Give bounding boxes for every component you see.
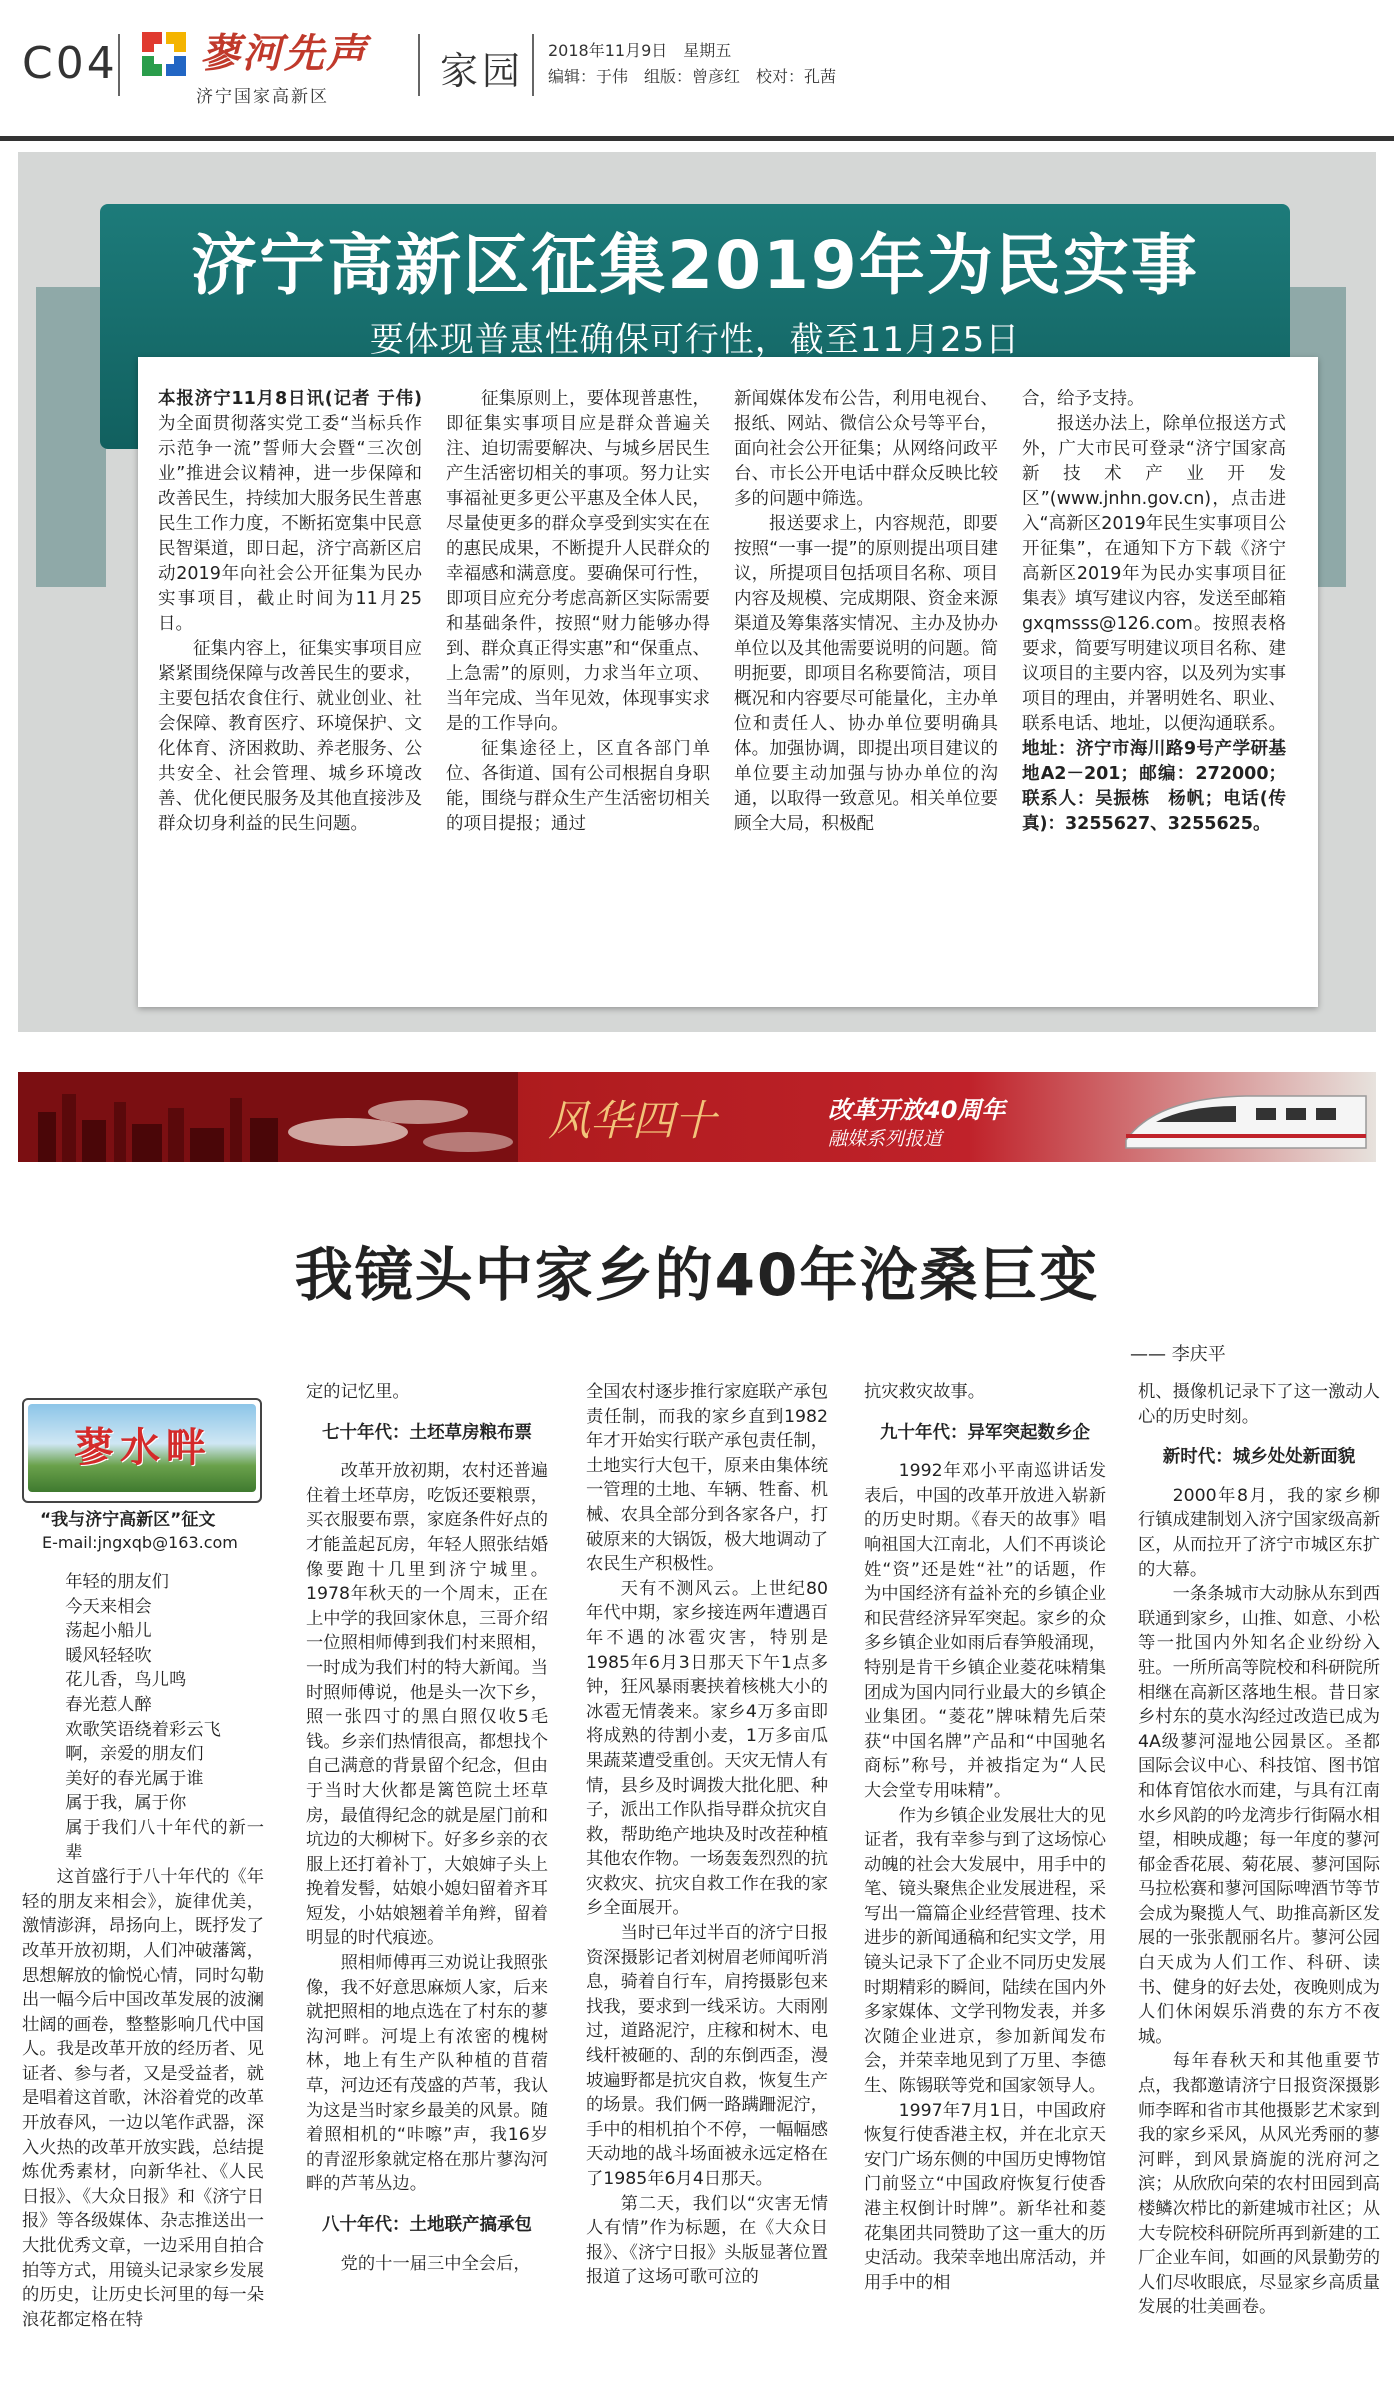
newspaper-logo-icon bbox=[140, 30, 188, 78]
page-number: C04 bbox=[22, 38, 118, 89]
paragraph: 1997年7月1日，中国政府恢复行使香港主权，并在北京天安门广场东侧的中国历史博物馆门前竖立“中国政府恢复行使香港主权倒计时牌”。新华社和菱花集团共同赞助了这一重大的历史活动。我荣幸地出席活动，并用手中的相 bbox=[864, 2100, 1106, 2293]
paragraph: 为全面贯彻落实党工委“当标兵作示范争一流”誓师大会暨“三次创业”推进会议精神，进一步保障和改善民生，持续加大服务民生普惠民生工作力度，不断拓宽集中民意民智渠道，即日起，济宁高新区启动2019年向社会公开征集为民办实事项目，截止时间为11月25日。 bbox=[158, 414, 422, 634]
series-banner bbox=[18, 1072, 1376, 1162]
paragraph: 当时已年过半百的济宁日报资深摄影记者刘树眉老师闻听消息，骑着自行车，肩挎摄影包来找我，要求到一线采访。大雨刚过，道路泥泞，庄稼和树木、电线杆被砸的、刮的东倒西歪，漫坡遍野都是抗灾自救，恢复生产的场景。我们俩一路蹒跚泥泞，手中的相机拍个不停，一幅幅感天动地的战斗场面被永远定格在了1985年6月4日那天。 bbox=[586, 1923, 828, 2189]
newspaper-subtitle: 济宁国家高新区 bbox=[196, 87, 329, 107]
article-column-4 bbox=[864, 1380, 1106, 2295]
paragraph: 报送要求上，内容规范，即要按照“一事一提”的原则提出项目建议，所提项目包括项目名称、项目内容及规模、完成期限、资金来源渠道及筹集落实情况、主办及协办单位以及其他需要说明的问题。简明扼要，即项目名称要简洁，项目概况和内容要尽可能量化，主办单位和责任人、协办单位要明确具体。加强协调，即提出项目建议的单位要主动加强与协办单位的沟通，以取得一致意见。相关单位要顾全大局，积极配 bbox=[734, 514, 998, 834]
poem-line: 花儿香，鸟儿鸣 bbox=[65, 1670, 187, 1691]
column-title: 蓼水畔 bbox=[74, 1424, 212, 1471]
paragraph: 2000年8月，我的家乡柳行镇成建制划入济宁国家级高新区，从而拉开了济宁市城区东扩的大幕。 bbox=[1138, 1485, 1380, 1580]
masthead bbox=[0, 0, 1394, 140]
poem-line: 暖风轻轻吹 bbox=[65, 1645, 152, 1666]
poem-line: 啊，亲爱的朋友们 bbox=[65, 1744, 204, 1765]
column-label: “我与济宁高新区”征文 bbox=[40, 1510, 216, 1530]
paragraph: 抗灾救灾故事。 bbox=[864, 1382, 985, 1402]
poem-line: 荡起小船儿 bbox=[65, 1621, 152, 1642]
article-byline: —— 李庆平 bbox=[1130, 1344, 1226, 1365]
masthead-divider bbox=[532, 34, 534, 96]
banner-line-1: 改革开放40周年 bbox=[828, 1096, 1006, 1124]
paragraph: 新闻媒体发布公告，利用电视台、报纸、网站、微信公众号等平台，面向社会公开征集；从网络问政平台、市长公开电话中群众反映比较多的问题中筛选。 bbox=[734, 389, 998, 509]
poem-line: 欢歌笑语绕着彩云飞 bbox=[65, 1719, 221, 1740]
article-headline: 我镜头中家乡的40年沧桑巨变 bbox=[294, 1241, 1100, 1309]
notice-subtitle: 要体现普惠性确保可行性，截至11月25日 bbox=[369, 320, 1021, 360]
article-column-3 bbox=[586, 1380, 828, 2290]
article-column-2 bbox=[306, 1380, 548, 2276]
poem-line: 年轻的朋友们 bbox=[65, 1572, 169, 1592]
notice-section bbox=[18, 152, 1376, 1032]
paragraph: 天有不测风云。上世纪80年代中期，家乡接连两年遭遇百年不遇的冰雹灾害，特别是1985年6月3日那天下午1点多钟，狂风暴雨裹挟着核桃大小的冰雹无情袭来。家乡4万多亩即将成熟的待割小麦，1万多亩瓜果蔬菜遭受重创。天灾无情人有情，县乡及时调拨大批化肥、种子，派出工作队指导群众抗灾自救，帮助绝产地块及时改茬种植其他农作物。一场轰轰烈烈的抗灾救灾、抗灾自救工作在我的家乡全面展开。 bbox=[586, 1578, 828, 1919]
subheading: 七十年代：土坯草房粮布票 bbox=[322, 1422, 532, 1443]
column-email: E-mail:jngxqb@163.com bbox=[42, 1533, 238, 1552]
banner-script-title: 风华四十 bbox=[548, 1096, 717, 1145]
paragraph: 机、摄像机记录下了这一激动人心的历史时刻。 bbox=[1138, 1382, 1380, 1427]
masthead-divider bbox=[418, 34, 420, 96]
paragraph: 这首盛行于八十年代的《年轻的朋友来相会》，旋律优美，激情澎湃，昂扬向上，既抒发了改革开放初期，人们冲破藩篱，思想解放的愉悦心情，同时勾勒出一幅今后中国改革发展的波澜壮阔的画卷，整整影响几代中国人。我是改革开放的经历者、见证者、参与者，又是受益者，就是唱着这首歌，沐浴着党的改革开放春风，一边以笔作武器，深入火热的改革开放实践，总结提炼优秀素材，向新华社、《人民日报》、《大众日报》和《济宁日报》等各级媒体、杂志推送出一大批优秀文章，一边采用自拍合拍等方式，用镜头记录家乡发展的历史，让历史长河里的每一朵浪花都定格在特 bbox=[22, 1867, 264, 2330]
paragraph: 合，给予支持。 bbox=[1022, 389, 1145, 409]
paragraph: 征集原则上，要体现普惠性，即征集实事项目应是群众普遍关注、迫切需要解决、与城乡居民生产生活密切相关的事项。努力让实事福祉更多更公平惠及全体人民，尽量使更多的群众享受到实实在在的惠民成果，不断提升人民群众的幸福感和满意度。要确保可行性，即项目应充分考虑高新区实际需要和基础条件，按照“财力能够办得到、群众真正得实惠”和“保重点、上急需”的原则，力求当年立项、当年完成、当年见效，体现事实求是的工作导向。 bbox=[446, 389, 710, 734]
paragraph: 征集内容上，征集实事项目应紧紧围绕保障与改善民生的要求，主要包括农食住行、就业创业、社会保障、教育医疗、环境保护、文化体育、济困救助、养老服务、公共安全、社会管理、城乡环境改善、优化便民服务及其他直接涉及群众切身利益的民生问题。 bbox=[158, 639, 422, 834]
dateline: 本报济宁11月8日讯(记者 于伟) bbox=[158, 389, 422, 409]
city-skyline-icon bbox=[18, 1072, 518, 1162]
poem bbox=[22, 1570, 264, 1865]
notice-column-1 bbox=[158, 387, 422, 837]
masthead-rule bbox=[0, 136, 1394, 141]
article-column-5 bbox=[1138, 1380, 1380, 2320]
paragraph: 改革开放初期，农村还普遍住着土坯草房，吃饭还要粮票，买衣服要布票，家庭条件好点的才能盖起瓦房，年轻人照张结婚像要跑十几里到济宁城里。1978年秋天的一个周末，正在上中学的我回家休息，三哥介绍一位照相师傅到我们村来照相，一时成为我们村的特大新闻。当时照师傅说，他是头一次下乡，照一张四寸的黑白照仅收5毛钱。乡亲们热情很高，都想找个自己满意的背景留个纪念，但由于当时大伙都是篱笆院土坯草房，最值得纪念的就是屋门前和坑边的大柳树下。好多乡亲的衣服上还打着补丁，大娘婶子头上挽着发髻，姑娘小媳妇留着齐耳短发，小姑娘翘着羊角辫，留着明显的时代痕迹。 bbox=[306, 1461, 548, 1949]
paragraph: 全国农村逐步推行家庭联产承包责任制，而我的家乡直到1982年才开始实行联产承包责任制，土地实行大包干，原来由集体统一管理的土地、车辆、牲畜、机械、农具全部分到各家各户，打破原来的大锅饭，极大地调动了农民生产积极性。 bbox=[586, 1382, 828, 1575]
paragraph: 作为乡镇企业发展壮大的见证者，我有幸参与到了这场惊心动魄的社会大发展中，用手中的笔、镜头聚焦企业发展进程，采写出一篇篇企业经营管理、技术进步的新闻通稿和纪实文学，用镜头记录下了企业不同历史发展时期精彩的瞬间，陆续在国内外多家媒体、文学刊物发表，并多次随企业进京，参加新闻发布会，并荣幸地见到了万里、李德生、陈锡联等党和国家领导人。 bbox=[864, 1805, 1106, 2097]
subheading: 八十年代：土地联产搞承包 bbox=[322, 2215, 532, 2235]
poem-line: 今天来相会 bbox=[65, 1596, 152, 1617]
subheading: 新时代：城乡处处新面貌 bbox=[1162, 1447, 1356, 1468]
column-logo bbox=[22, 1398, 262, 1503]
notice-column-2 bbox=[446, 387, 710, 837]
article-column-1 bbox=[22, 1570, 264, 2332]
editorial-credits: 编辑：于伟 组版：曾彦红 校对：孔茜 bbox=[548, 67, 837, 86]
ribbon-fold-left bbox=[36, 287, 106, 587]
notice-column-4 bbox=[1022, 387, 1286, 837]
paragraph: 1992年邓小平南巡讲话发表后，中国的改革开放进入崭新的历史时期。《春天的故事》唱响祖国大江南北，人们不再谈论姓“资”还是姓“社”的话题，作为中国经济有益补充的乡镇企业和民营经济异军突起。家乡的众多乡镇企业如雨后春笋般涌现，特别是肯干乡镇企业菱花味精集团成为国内同行业最大的乡镇企业集团。“菱花”牌味精先后荣获“中国名牌”产品和“中国驰名商标”称号，并被指定为“人民大会堂专用味精”。 bbox=[864, 1461, 1106, 1801]
paragraph: 第二天，我们以“灾害无情人有情”作为标题，在《大众日报》、《济宁日报》头版显著位置报道了这场可歌可泣的 bbox=[586, 2193, 828, 2288]
newspaper-name: 蓼河先声 bbox=[200, 30, 368, 77]
contact-info: 地址：济宁市海川路9号产学研基地A2－201；邮编：272000；联系人：吴振栋 杨帆；电话(传真)：3255627、3255625。 bbox=[1022, 739, 1286, 834]
notice-title: 济宁高新区征集2019年为民实事 bbox=[191, 227, 1199, 304]
paragraph: 每年春秋天和其他重要节点，我都邀请济宁日报资深摄影师李晖和省市其他摄影艺术家到我的家乡采风，从风光秀丽的蓼河畔，到风景旖旎的洸府河之滨；从欣欣向荣的农村田园到高楼鳞次栉比的新建城市社区；从大专院校科研院所再到新建的工厂企业车间，如画的风景勤劳的人们尽收眼底，尽显家乡高质量发展的壮美画卷。 bbox=[1138, 2051, 1380, 2318]
paragraph: 照相师傅再三劝说让我照张像，我不好意思麻烦人家，后来就把照相的地点选在了村东的蓼沟河畔。河堤上有浓密的槐树林，地上有生产队种植的苜蓿草，河边还有茂盛的芦苇，我认为这是当时家乡最美的风景。随着照相机的“咔嚓”声，我16岁的青涩形象就定格在那片蓼沟河畔的芦苇丛边。 bbox=[306, 1953, 548, 2195]
paragraph: 一条条城市大动脉从东到西联通到家乡，山推、如意、小松等一批国内外知名企业纷纷入驻。一所所高等院校和科研院所相继在高新区落地生根。昔日家乡村东的莫水沟经过改造已成为4A级蓼河湿地公园景区。圣都国际会议中心、科技馆、图书馆和体育馆依水而建，与具有江南水乡风韵的吟龙湾步行街隔水相望，相映成趣；每一年度的蓼河郁金香花展、菊花展、蓼河国际马拉松赛和蓼河国际啤酒节等节会成为聚揽人气、助推高新区发展的一张张靓丽名片。蓼河公园白天成为人们工作、科研、读书、健身的好去处，夜晚则成为人们休闲娱乐消费的东方不夜城。 bbox=[1138, 1584, 1380, 2047]
issue-date: 2018年11月9日 星期五 bbox=[548, 41, 732, 60]
poem-line: 美好的春光属于谁 bbox=[65, 1768, 204, 1789]
notice-column-3 bbox=[734, 387, 998, 837]
masthead-divider bbox=[118, 34, 120, 96]
paragraph: 定的记忆里。 bbox=[306, 1382, 410, 1402]
poem-line: 属于我，属于你 bbox=[65, 1793, 187, 1814]
bullet-train-icon bbox=[1116, 1078, 1376, 1160]
paragraph: 征集途径上，区直各部门单位、各街道、国有公司根据自身职能，围绕与群众生产生活密切相关的项目提报；通过 bbox=[446, 739, 710, 834]
poem-line: 春光惹人醉 bbox=[65, 1694, 152, 1715]
paragraph: 报送办法上，除单位报送方式外，广大市民可登录“济宁国家高新技术产业开发区”(www.jnhn.gov.cn)，点击进入“高新区2019年民生实事项目公开征集”，在通知下方下载《济宁高新区2019年为民办实事项目征集表》填写建议内容，发送至邮箱gxqmsss@126.com。按照表格要求，简要写明建议项目名称、建议项目的主要内容，以及列为实事项目的理由，并署明姓名、职业、联系电话、地址，以便沟通联系。 bbox=[1022, 414, 1286, 734]
section-name: 家园 bbox=[440, 49, 525, 93]
paragraph: 党的十一届三中全会后， bbox=[340, 2253, 531, 2274]
poem-line: 属于我们八十年代的新一辈 bbox=[65, 1817, 264, 1863]
banner-line-2: 融媒系列报道 bbox=[828, 1128, 943, 1150]
subheading: 九十年代：异军突起数乡企 bbox=[880, 1422, 1090, 1443]
